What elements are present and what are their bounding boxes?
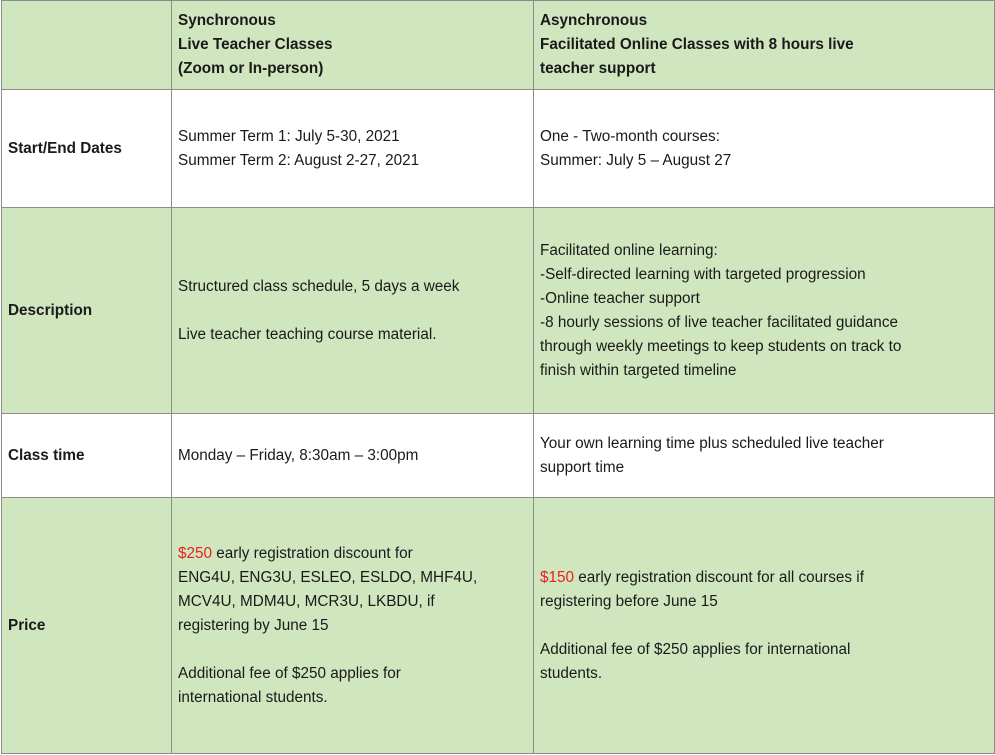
header-sync-line: Live Teacher Classes (178, 36, 333, 53)
class-time-label: Class time (2, 414, 172, 498)
price-async-line: registering before June 15 (540, 592, 718, 610)
header-row (2, 1, 995, 90)
class-time-async-line: support time (540, 458, 625, 476)
dates-sync-line: Summer Term 1: July 5-30, 2021 (178, 127, 400, 145)
dates-async-cell (534, 90, 995, 208)
price-async-fee-line: Additional fee of $250 applies for international (540, 640, 851, 658)
class-time-async-cell (534, 414, 995, 498)
dates-row (2, 90, 995, 208)
header-async-line: Facilitated Online Classes with 8 hours live (540, 36, 854, 53)
price-sync-fee-line: international students. (178, 688, 328, 706)
price-sync-line: MCV4U, MDM4U, MCR3U, LKBDU, if (178, 592, 435, 610)
description-async-line: -Self-directed learning with targeted progression (540, 265, 866, 283)
price-sync-line (178, 542, 527, 566)
description-sync-line: Live teacher teaching course material. (178, 325, 437, 343)
header-sync-line: Synchronous (178, 12, 276, 29)
description-sync-cell (172, 208, 534, 414)
header-synchronous (172, 1, 534, 90)
description-async-line: Facilitated online learning: (540, 241, 718, 259)
price-sync-cell (172, 498, 534, 754)
price-async-fee-line: students. (540, 664, 603, 682)
price-sync-fee-line: Additional fee of $250 applies for (178, 664, 401, 682)
price-label: Price (2, 498, 172, 754)
description-async-line: through weekly meetings to keep students on track to (540, 337, 902, 355)
price-async-cell (534, 498, 995, 754)
price-sync-line: ENG4U, ENG3U, ESLEO, ESLDO, MHF4U, (178, 568, 478, 586)
price-sync-line: registering by June 15 (178, 616, 329, 634)
spacer (178, 638, 527, 662)
dates-label: Start/End Dates (2, 90, 172, 208)
header-async-line: Asynchronous (540, 12, 648, 29)
dates-async-line: Summer: July 5 – August 27 (540, 151, 732, 169)
description-async-line: -Online teacher support (540, 289, 700, 307)
description-async-line: -8 hourly sessions of live teacher facilitated guidance (540, 313, 898, 331)
dates-sync-cell (172, 90, 534, 208)
price-sync-amount: $250 (178, 544, 213, 562)
header-async-line: teacher support (540, 60, 656, 77)
header-sync-line: (Zoom or In-person) (178, 60, 324, 77)
spacer (178, 299, 527, 323)
header-corner-cell (2, 1, 172, 90)
description-label: Description (2, 208, 172, 414)
description-sync-line: Structured class schedule, 5 days a week (178, 277, 460, 295)
price-async-text: early registration discount for all courses if (574, 568, 864, 586)
description-async-line: finish within targeted timeline (540, 361, 737, 379)
class-time-async-line: Your own learning time plus scheduled live teacher (540, 434, 884, 452)
price-sync-text: early registration discount for (212, 544, 413, 562)
dates-sync-line: Summer Term 2: August 2-27, 2021 (178, 151, 420, 169)
price-async-line (540, 566, 988, 590)
price-row (2, 498, 995, 754)
class-time-sync-cell (172, 414, 534, 498)
class-time-row (2, 414, 995, 498)
description-row (2, 208, 995, 414)
course-comparison-table (1, 0, 995, 754)
spacer (540, 614, 988, 638)
description-async-cell (534, 208, 995, 414)
class-time-sync-line: Monday – Friday, 8:30am – 3:00pm (178, 446, 419, 464)
price-async-amount: $150 (540, 568, 575, 586)
dates-async-line: One - Two-month courses: (540, 127, 720, 145)
header-asynchronous (534, 1, 995, 90)
